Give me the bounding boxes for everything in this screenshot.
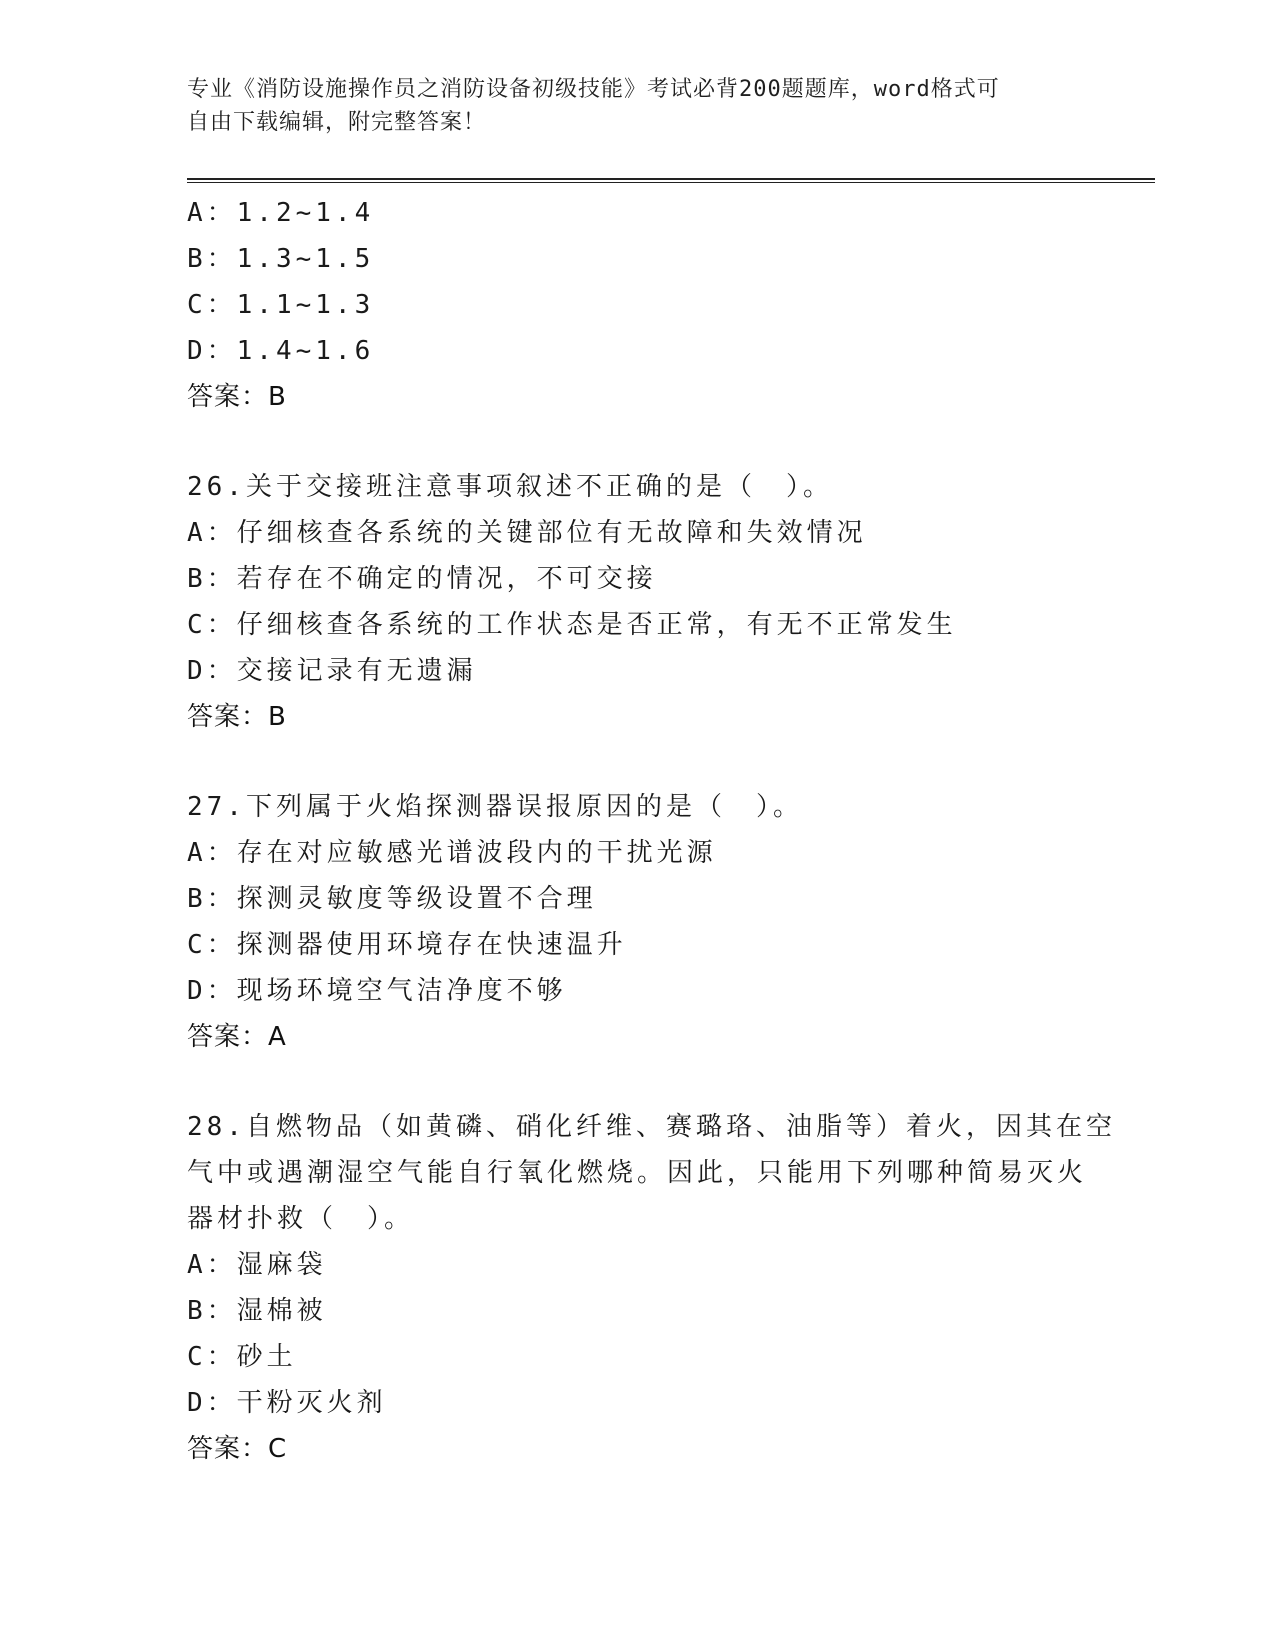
answer-line: 答案：B bbox=[187, 702, 287, 732]
option-c: C：砂土 bbox=[187, 1342, 297, 1372]
option-d: D：交接记录有无遗漏 bbox=[187, 656, 477, 686]
option-a: A：1.2~1.4 bbox=[187, 198, 375, 228]
option-d: D：干粉灭火剂 bbox=[187, 1388, 387, 1418]
option-b: B：1.3~1.5 bbox=[187, 244, 375, 274]
question-text-line-3: 器材扑救（ ）。 bbox=[187, 1204, 415, 1234]
option-b: B：湿棉被 bbox=[187, 1296, 327, 1326]
header-divider-thin bbox=[187, 182, 1155, 183]
question-block-25 bbox=[187, 190, 1087, 420]
question-text: 26.关于交接班注意事项叙述不正确的是（ ）。 bbox=[187, 472, 833, 502]
answer-line: 答案：A bbox=[187, 1022, 287, 1052]
option-a: A：仔细核查各系统的关键部位有无故障和失效情况 bbox=[187, 518, 867, 548]
header-divider-thick bbox=[187, 178, 1155, 180]
header-line-2: 自由下载编辑，附完整答案！ bbox=[187, 110, 487, 135]
document-header bbox=[187, 73, 1087, 139]
question-list bbox=[187, 190, 1116, 1472]
option-d: D：现场环境空气洁净度不够 bbox=[187, 976, 567, 1006]
answer-line: 答案：C bbox=[187, 1434, 288, 1464]
option-d: D：1.4~1.6 bbox=[187, 336, 375, 366]
question-text: 27.下列属于火焰探测器误报原因的是（ ）。 bbox=[187, 792, 803, 822]
question-text-line-2: 气中或遇潮湿空气能自行氧化燃烧。因此，只能用下列哪种简易灭火 bbox=[187, 1158, 1088, 1188]
option-c: C：仔细核查各系统的工作状态是否正常，有无不正常发生 bbox=[187, 610, 957, 640]
question-block-28 bbox=[187, 1104, 1116, 1472]
question-text-line-1: 28.自燃物品（如黄磷、硝化纤维、赛璐珞、油脂等）着火，因其在空 bbox=[187, 1112, 1116, 1142]
option-a: A：湿麻袋 bbox=[187, 1250, 327, 1280]
option-a: A：存在对应敏感光谱波段内的干扰光源 bbox=[187, 838, 717, 868]
question-block-27 bbox=[187, 784, 1087, 1060]
option-c: C：探测器使用环境存在快速温升 bbox=[187, 930, 627, 960]
option-c: C：1.1~1.3 bbox=[187, 290, 375, 320]
header-line-1: 专业《消防设施操作员之消防设备初级技能》考试必背200题题库，word格式可 bbox=[187, 77, 1000, 102]
answer-line: 答案：B bbox=[187, 382, 287, 412]
question-block-26 bbox=[187, 464, 1087, 740]
option-b: B：若存在不确定的情况，不可交接 bbox=[187, 564, 657, 594]
option-b: B：探测灵敏度等级设置不合理 bbox=[187, 884, 597, 914]
